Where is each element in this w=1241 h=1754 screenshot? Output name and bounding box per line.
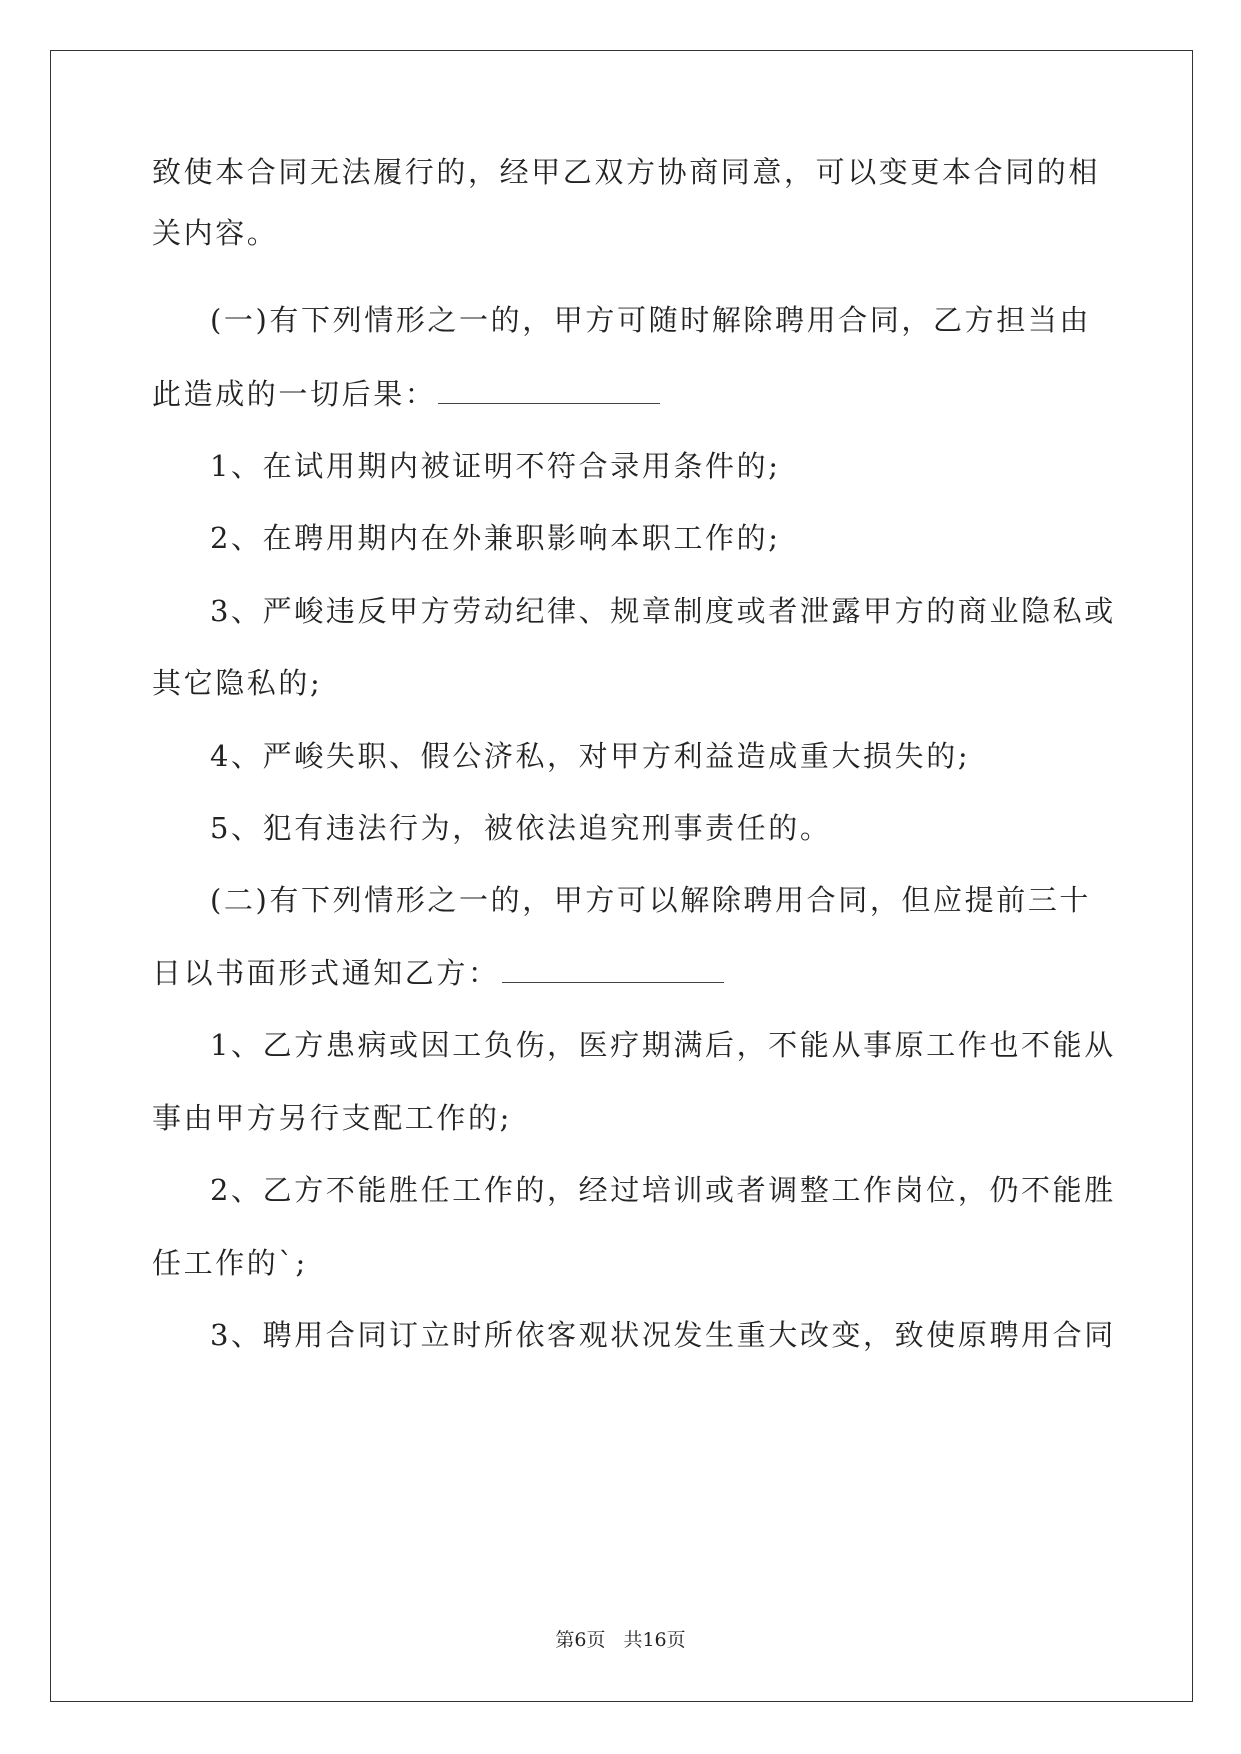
text-line-9: 4、严峻失职、假公济私，对甲方利益造成重大损失的; [210, 739, 971, 773]
text-line-7: 3、严峻违反甲方劳动纪律、规章制度或者泄露甲方的商业隐私或 [210, 594, 1116, 628]
text-line-12-text: 日以书面形式通知乙方： [152, 956, 500, 990]
text-line-3: (一)有下列情形之一的，甲方可随时解除聘用合同，乙方担当由 [210, 303, 1092, 337]
text-line-15: 2、乙方不能胜任工作的，经过培训或者调整工作岗位，仍不能胜 [210, 1173, 1116, 1207]
text-line-11: (二)有下列情形之一的，甲方可以解除聘用合同，但应提前三十 [210, 883, 1092, 917]
text-line-12 [152, 953, 1092, 993]
text-line-4 [152, 374, 1092, 414]
text-line-14: 事由甲方另行支配工作的; [152, 1101, 512, 1135]
text-line-1: 致使本合同无法履行的，经甲乙双方协商同意，可以变更本合同的相 [152, 155, 1101, 189]
text-line-16: 任工作的`; [152, 1246, 308, 1280]
text-line-5: 1、在试用期内被证明不符合录用条件的; [210, 449, 781, 483]
fill-in-blank-2 [502, 974, 724, 983]
text-line-6: 2、在聘用期内在外兼职影响本职工作的; [210, 521, 781, 555]
text-line-8: 其它隐私的; [152, 666, 323, 700]
text-line-17: 3、聘用合同订立时所依客观状况发生重大改变，致使原聘用合同 [210, 1318, 1116, 1352]
page-total: 共16页 [623, 1629, 686, 1651]
page-number: 第6页 [555, 1629, 606, 1651]
text-line-10: 5、犯有违法行为，被依法追究刑事责任的。 [210, 811, 832, 845]
text-line-13: 1、乙方患病或因工负伤，医疗期满后，不能从事原工作也不能从 [210, 1028, 1116, 1062]
fill-in-blank-1 [438, 395, 660, 404]
page-footer [0, 1628, 1241, 1652]
page-border [50, 50, 1193, 1702]
text-line-4-text: 此造成的一切后果： [152, 377, 437, 411]
text-line-2: 关内容。 [152, 216, 279, 250]
